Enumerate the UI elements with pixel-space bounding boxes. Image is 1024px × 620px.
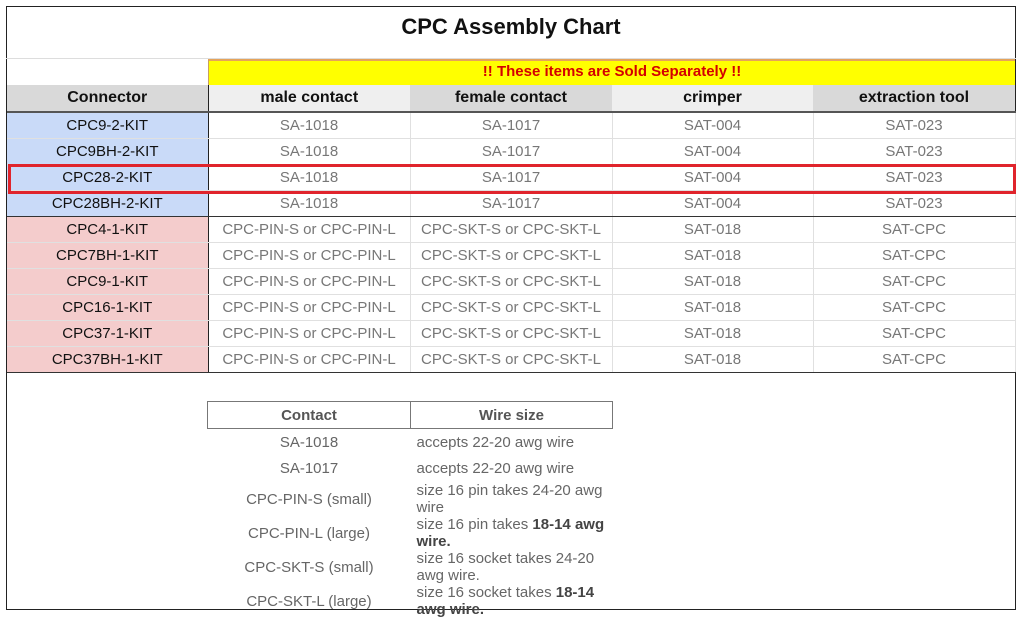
- extraction-tool-cell: SAT-023: [813, 112, 1015, 139]
- header-wire-size: Wire size: [411, 402, 613, 429]
- female-contact-cell: SA-1017: [410, 112, 612, 139]
- crimper-cell: SAT-018: [612, 269, 813, 295]
- female-contact-cell: CPC-SKT-S or CPC-SKT-L: [410, 217, 612, 243]
- connector-cell: CPC7BH-1-KIT: [7, 243, 208, 269]
- wire-size-table: [207, 401, 613, 618]
- extraction-tool-cell: SAT-023: [813, 165, 1015, 191]
- connector-cell: CPC28BH-2-KIT: [7, 191, 208, 217]
- wire-size-bold: 18-14 awg wire.: [416, 584, 595, 618]
- male-contact-cell: CPC-PIN-S or CPC-PIN-L: [208, 295, 410, 321]
- connector-cell: CPC37BH-1-KIT: [7, 347, 208, 373]
- connector-cell: CPC9BH-2-KIT: [7, 139, 208, 165]
- assembly-table: [7, 85, 1016, 373]
- wire-size-text: accepts 22-20 awg wire: [416, 460, 575, 478]
- banner-row: [6, 58, 1016, 86]
- male-contact-cell: CPC-PIN-S or CPC-PIN-L: [208, 321, 410, 347]
- male-contact-cell: CPC-PIN-S or CPC-PIN-L: [208, 347, 410, 373]
- wire-size-cell: [411, 482, 613, 516]
- female-contact-cell: CPC-SKT-S or CPC-SKT-L: [410, 269, 612, 295]
- table-row: [7, 191, 1015, 217]
- sold-separately-banner: !! These items are Sold Separately !!: [208, 59, 1015, 85]
- crimper-cell: SAT-004: [612, 112, 813, 139]
- connector-cell: CPC9-1-KIT: [7, 269, 208, 295]
- crimper-cell: SAT-018: [612, 321, 813, 347]
- wire-size-text: size 16 pin takes 24-20 awg wire: [416, 482, 603, 516]
- wire-row: [208, 482, 613, 516]
- table-row-highlighted: [7, 165, 1015, 191]
- wire-size-text: accepts 22-20 awg wire: [416, 433, 575, 451]
- male-contact-cell: SA-1018: [208, 191, 410, 217]
- female-contact-cell: SA-1017: [410, 139, 612, 165]
- crimper-cell: SAT-018: [612, 243, 813, 269]
- female-contact-cell: CPC-SKT-S or CPC-SKT-L: [410, 243, 612, 269]
- wire-size-text: size 16 pin takes: [416, 516, 533, 533]
- extraction-tool-cell: SAT-CPC: [813, 321, 1015, 347]
- wire-size-text: size 16 socket takes 24-20 awg wire.: [416, 550, 595, 584]
- female-contact-cell: SA-1017: [410, 165, 612, 191]
- male-contact-cell: SA-1018: [208, 112, 410, 139]
- table-row: [7, 217, 1015, 243]
- connector-cell: CPC28-2-KIT: [7, 165, 208, 191]
- wire-row: [208, 550, 613, 584]
- page-title: CPC Assembly Chart: [401, 14, 621, 39]
- connector-cell: CPC37-1-KIT: [7, 321, 208, 347]
- header-connector: Connector: [7, 85, 208, 112]
- header-crimper: crimper: [612, 85, 813, 112]
- crimper-cell: SAT-018: [612, 347, 813, 373]
- wire-size-cell: [411, 429, 613, 456]
- crimper-cell: SAT-018: [612, 295, 813, 321]
- wire-header-row: [208, 402, 613, 429]
- male-contact-cell: CPC-PIN-S or CPC-PIN-L: [208, 243, 410, 269]
- contact-cell: SA-1017: [279, 460, 339, 478]
- wire-row: [208, 516, 613, 550]
- male-contact-cell: SA-1018: [208, 139, 410, 165]
- table-row: [7, 112, 1015, 139]
- female-contact-cell: CPC-SKT-S or CPC-SKT-L: [410, 321, 612, 347]
- contact-cell: CPC-SKT-S (small): [244, 558, 374, 576]
- table-row: [7, 243, 1015, 269]
- female-contact-cell: CPC-SKT-S or CPC-SKT-L: [410, 347, 612, 373]
- contact-cell: CPC-PIN-S (small): [246, 490, 372, 508]
- connector-cell: CPC16-1-KIT: [7, 295, 208, 321]
- table-row: [7, 321, 1015, 347]
- female-contact-cell: SA-1017: [410, 191, 612, 217]
- header-male-contact: male contact: [208, 85, 410, 112]
- crimper-cell: SAT-018: [612, 217, 813, 243]
- male-contact-cell: CPC-PIN-S or CPC-PIN-L: [208, 269, 410, 295]
- wire-row: [208, 584, 613, 618]
- table-row: [7, 139, 1015, 165]
- extraction-tool-cell: SAT-CPC: [813, 243, 1015, 269]
- contact-cell: CPC-PIN-L (large): [248, 524, 370, 542]
- male-contact-cell: CPC-PIN-S or CPC-PIN-L: [208, 217, 410, 243]
- header-extraction-tool: extraction tool: [813, 85, 1015, 112]
- wire-size-text: size 16 socket takes: [416, 584, 556, 601]
- extraction-tool-cell: SAT-023: [813, 191, 1015, 217]
- wire-size-cell: [411, 456, 613, 483]
- extraction-tool-cell: SAT-CPC: [813, 217, 1015, 243]
- male-contact-cell: SA-1018: [208, 165, 410, 191]
- wire-row: [208, 456, 613, 483]
- crimper-cell: SAT-004: [612, 191, 813, 217]
- crimper-cell: SAT-004: [612, 139, 813, 165]
- wire-row: [208, 429, 613, 456]
- female-contact-cell: CPC-SKT-S or CPC-SKT-L: [410, 295, 612, 321]
- contact-cell: CPC-SKT-L (large): [246, 592, 372, 610]
- extraction-tool-cell: SAT-CPC: [813, 295, 1015, 321]
- table-row: [7, 269, 1015, 295]
- wire-size-cell: [411, 550, 613, 584]
- table-row: [7, 347, 1015, 373]
- crimper-cell: SAT-004: [612, 165, 813, 191]
- header-contact: Contact: [208, 402, 411, 429]
- connector-cell: CPC4-1-KIT: [7, 217, 208, 243]
- wire-size-cell: [411, 516, 613, 550]
- extraction-tool-cell: SAT-CPC: [813, 269, 1015, 295]
- extraction-tool-cell: SAT-023: [813, 139, 1015, 165]
- wire-size-cell: [411, 584, 613, 618]
- connector-cell: CPC9-2-KIT: [7, 112, 208, 139]
- contact-cell: SA-1018: [279, 433, 339, 451]
- table-row: [7, 295, 1015, 321]
- wire-size-bold: 18-14 awg wire.: [416, 516, 605, 550]
- extraction-tool-cell: SAT-CPC: [813, 347, 1015, 373]
- header-row: [7, 85, 1015, 112]
- header-female-contact: female contact: [410, 85, 612, 112]
